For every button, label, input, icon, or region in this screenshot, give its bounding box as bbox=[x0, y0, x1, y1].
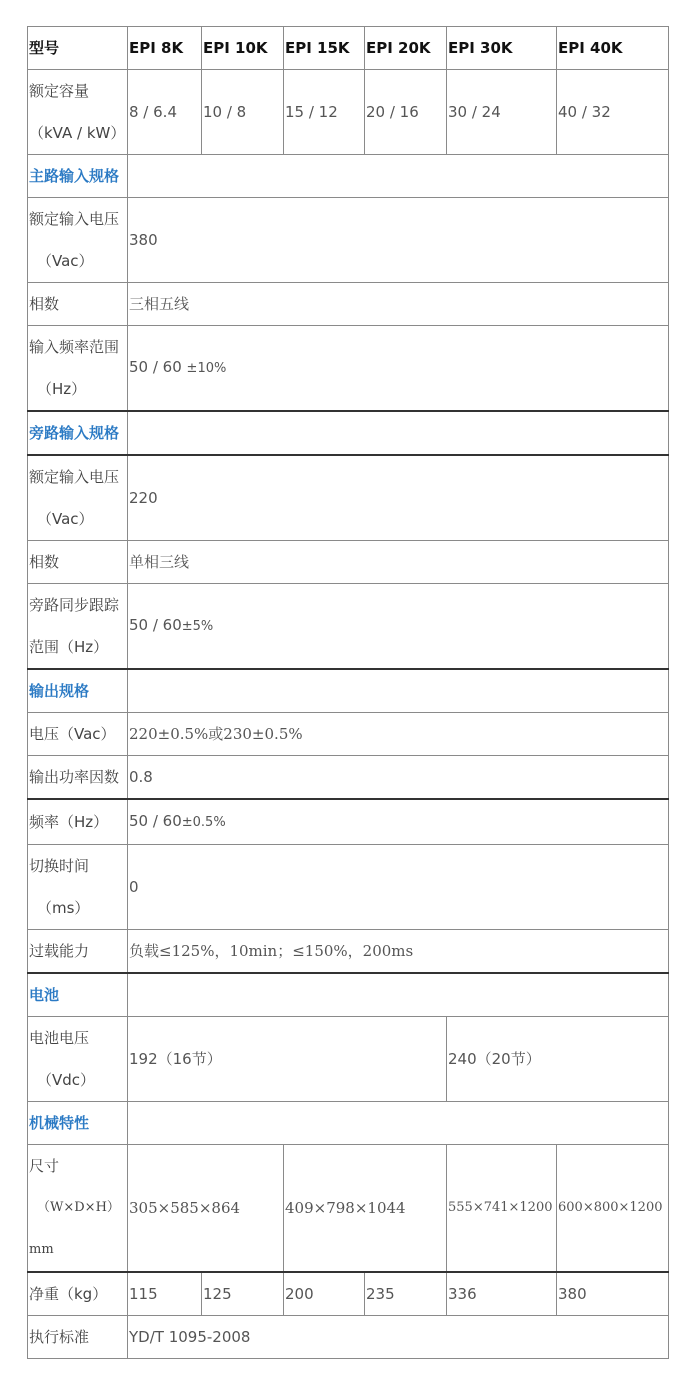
bypass-voltage-row bbox=[28, 455, 669, 541]
output-freq-row bbox=[28, 799, 669, 845]
capacity-value: 15 / 12 bbox=[284, 70, 365, 155]
main-input-voltage-value: 380 bbox=[128, 198, 669, 283]
label-line: 额定输入电压 bbox=[29, 468, 120, 486]
standard-value: YD/T 1095-2008 bbox=[128, 1316, 669, 1359]
transfer-time-value: 0 bbox=[128, 845, 669, 930]
overload-label: 过载能力 bbox=[28, 930, 128, 974]
label-line: （W×D×H） bbox=[37, 1200, 120, 1215]
section-row-output bbox=[28, 669, 669, 713]
section-title-bypass-input: 旁路输入规格 bbox=[28, 411, 128, 455]
output-voltage-label: 电压（Vac） bbox=[28, 713, 128, 756]
output-freq-value bbox=[128, 799, 669, 845]
section-empty-cell bbox=[128, 1102, 669, 1145]
output-voltage-row bbox=[28, 713, 669, 756]
bypass-sync-row bbox=[28, 584, 669, 670]
weight-value: 125 bbox=[202, 1272, 284, 1316]
bypass-sync-value bbox=[128, 584, 669, 670]
capacity-label-line2: （kVA / kW） bbox=[29, 124, 126, 142]
label-line: 输入频率范围 bbox=[29, 338, 120, 356]
label-line: （Hz） bbox=[37, 380, 87, 398]
spec-table bbox=[27, 26, 669, 1359]
bypass-voltage-label bbox=[28, 455, 128, 541]
section-empty-cell bbox=[128, 411, 669, 455]
output-voltage-value: 220±0.5%或230±0.5% bbox=[128, 713, 669, 756]
output-freq-label: 频率（Hz） bbox=[28, 799, 128, 845]
bypass-sync-label bbox=[28, 584, 128, 670]
label-line: （Vac） bbox=[37, 510, 94, 528]
battery-voltage-row bbox=[28, 1017, 669, 1102]
freq-tolerance: ±10% bbox=[186, 361, 227, 376]
label-line: 切换时间 bbox=[29, 857, 90, 875]
capacity-value: 30 / 24 bbox=[447, 70, 557, 155]
main-input-phase-row bbox=[28, 283, 669, 326]
capacity-value: 10 / 8 bbox=[202, 70, 284, 155]
section-row-main-input bbox=[28, 155, 669, 198]
main-input-voltage-label bbox=[28, 198, 128, 283]
transfer-time-row bbox=[28, 845, 669, 930]
model-header: EPI 10K bbox=[202, 27, 284, 70]
battery-voltage-label bbox=[28, 1017, 128, 1102]
transfer-time-label bbox=[28, 845, 128, 930]
dimensions-label bbox=[28, 1145, 128, 1273]
section-empty-cell bbox=[128, 155, 669, 198]
model-header: EPI 8K bbox=[128, 27, 202, 70]
model-header: EPI 40K bbox=[557, 27, 669, 70]
capacity-value: 40 / 32 bbox=[557, 70, 669, 155]
main-input-voltage-row bbox=[28, 198, 669, 283]
section-title-output: 输出规格 bbox=[28, 669, 128, 713]
model-header: EPI 15K bbox=[284, 27, 365, 70]
standard-label: 执行标准 bbox=[28, 1316, 128, 1359]
section-row-mechanical bbox=[28, 1102, 669, 1145]
weight-value: 200 bbox=[284, 1272, 365, 1316]
output-pf-value: 0.8 bbox=[128, 756, 669, 800]
output-pf-label: 输出功率因数 bbox=[28, 756, 128, 800]
main-input-freq-label bbox=[28, 326, 128, 412]
header-row bbox=[28, 27, 669, 70]
section-row-battery bbox=[28, 973, 669, 1017]
label-line: 额定输入电压 bbox=[29, 210, 120, 228]
dimensions-value: 600×800×1200 bbox=[557, 1145, 669, 1273]
bypass-phase-value: 单相三线 bbox=[128, 541, 669, 584]
label-line: 范围（Hz） bbox=[29, 638, 109, 656]
capacity-value: 8 / 6.4 bbox=[128, 70, 202, 155]
label-line: （ms） bbox=[37, 899, 90, 917]
model-header-label: 型号 bbox=[28, 27, 128, 70]
section-title-battery: 电池 bbox=[28, 973, 128, 1017]
freq-main: 50 / 60 bbox=[129, 358, 187, 376]
model-header: EPI 20K bbox=[365, 27, 447, 70]
out-freq-tolerance: ±0.5% bbox=[181, 815, 226, 830]
capacity-label bbox=[28, 70, 128, 155]
main-input-freq-row bbox=[28, 326, 669, 412]
label-line: 尺寸 bbox=[29, 1157, 60, 1175]
out-freq-main: 50 / 60 bbox=[129, 812, 182, 830]
battery-voltage-value: 240（20节） bbox=[447, 1017, 669, 1102]
section-title-main-input: 主路输入规格 bbox=[28, 155, 128, 198]
section-empty-cell bbox=[128, 973, 669, 1017]
sync-main: 50 / 60 bbox=[129, 616, 182, 634]
output-pf-row bbox=[28, 756, 669, 800]
main-input-phase-label: 相数 bbox=[28, 283, 128, 326]
label-line: （Vdc） bbox=[37, 1071, 96, 1089]
weight-row bbox=[28, 1272, 669, 1316]
label-line: 旁路同步跟踪 bbox=[29, 596, 120, 614]
weight-value: 115 bbox=[128, 1272, 202, 1316]
capacity-row bbox=[28, 70, 669, 155]
main-input-freq-value bbox=[128, 326, 669, 412]
bypass-phase-label: 相数 bbox=[28, 541, 128, 584]
section-row-bypass-input bbox=[28, 411, 669, 455]
overload-value: 负载≤125%，10min；≤150%，200ms bbox=[128, 930, 669, 974]
label-line: 电池电压 bbox=[29, 1029, 90, 1047]
bypass-voltage-value: 220 bbox=[128, 455, 669, 541]
weight-label: 净重（kg） bbox=[28, 1272, 128, 1316]
overload-row bbox=[28, 930, 669, 974]
weight-value: 380 bbox=[557, 1272, 669, 1316]
label-line: mm bbox=[29, 1242, 54, 1257]
battery-voltage-value: 192（16节） bbox=[128, 1017, 447, 1102]
dimensions-value: 555×741×1200 bbox=[447, 1145, 557, 1273]
weight-value: 336 bbox=[447, 1272, 557, 1316]
dimensions-value: 305×585×864 bbox=[128, 1145, 284, 1273]
dimensions-value: 409×798×1044 bbox=[284, 1145, 447, 1273]
section-title-mechanical: 机械特性 bbox=[28, 1102, 128, 1145]
bypass-phase-row bbox=[28, 541, 669, 584]
standard-row bbox=[28, 1316, 669, 1359]
model-header: EPI 30K bbox=[447, 27, 557, 70]
sync-tolerance: ±5% bbox=[181, 619, 214, 634]
main-input-phase-value: 三相五线 bbox=[128, 283, 669, 326]
capacity-label-line1: 额定容量 bbox=[29, 82, 90, 100]
dimensions-row bbox=[28, 1145, 669, 1273]
label-line: （Vac） bbox=[37, 252, 94, 270]
section-empty-cell bbox=[128, 669, 669, 713]
capacity-value: 20 / 16 bbox=[365, 70, 447, 155]
weight-value: 235 bbox=[365, 1272, 447, 1316]
